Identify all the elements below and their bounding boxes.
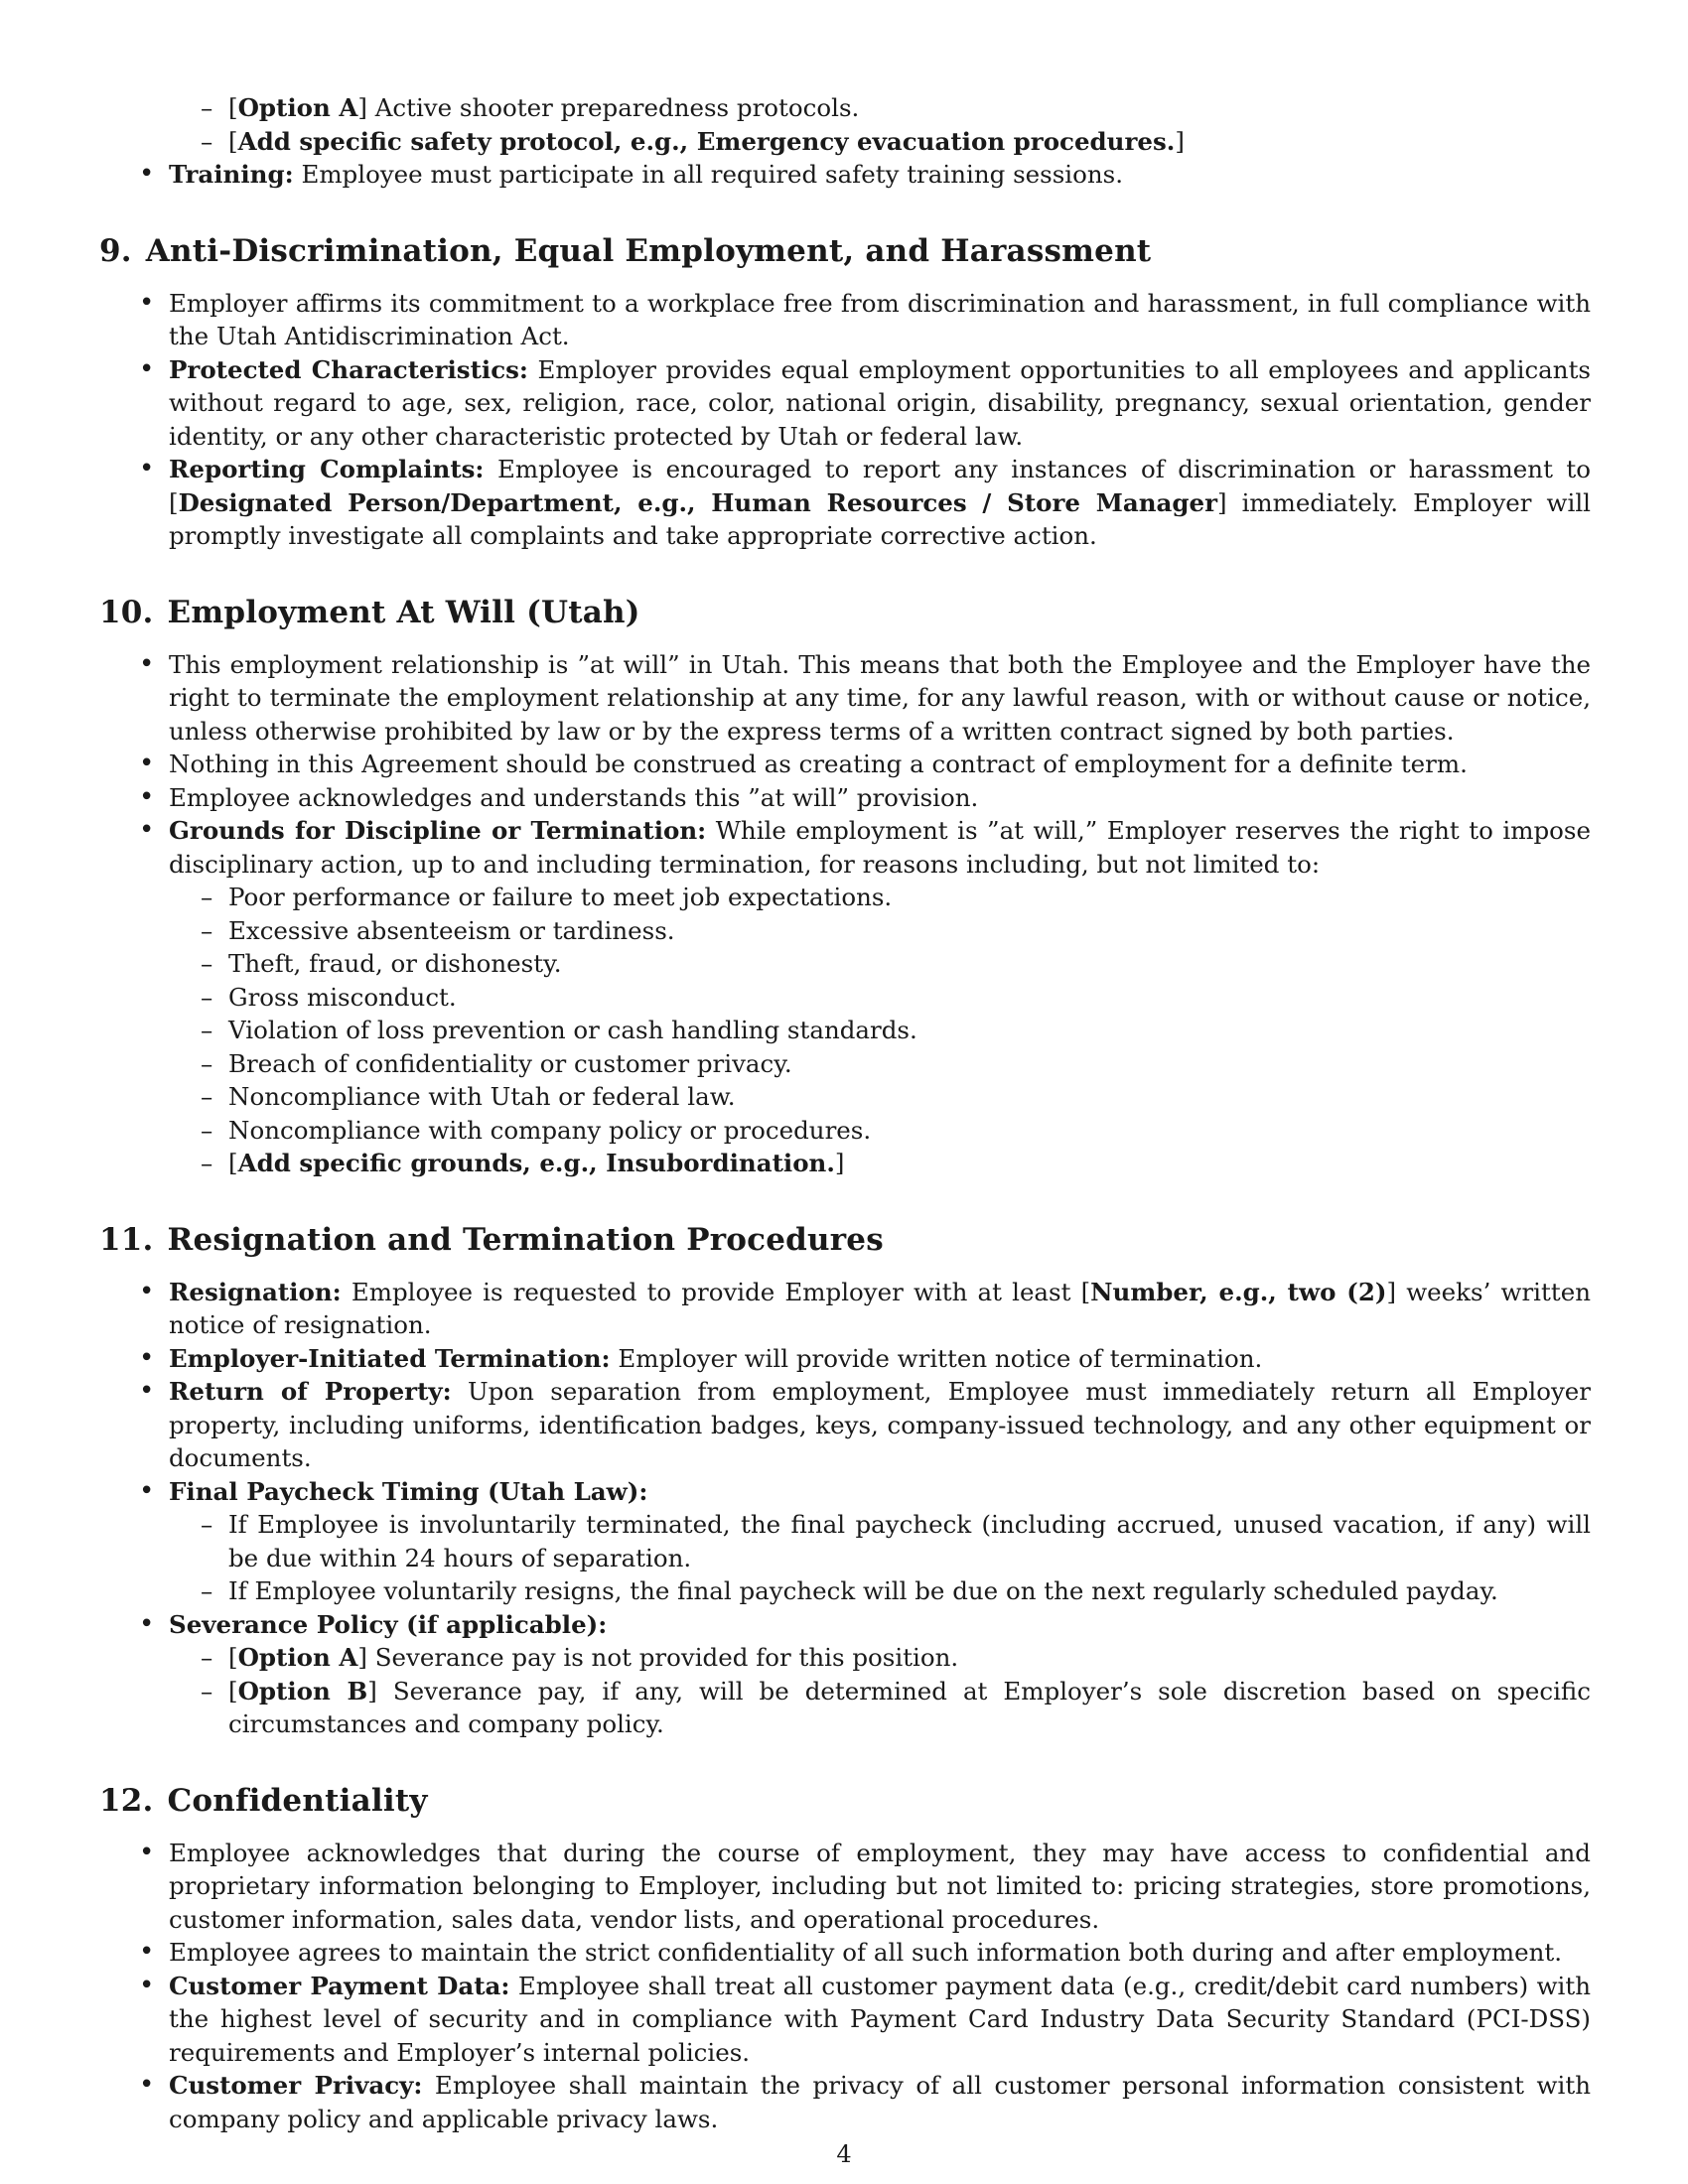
list-item: – Breach of confidentiality or customer privacy. bbox=[169, 1047, 1591, 1081]
list-item: • Final Paycheck Timing (Utah Law): – If Employee is involuntarily terminated, the final paycheck (including accrued, unused vacation, if any) will be due within 24 hours of separation. – If Employee voluntarily resigns, the final paycheck will be due on the next regularly scheduled payday. bbox=[99, 1475, 1591, 1608]
list-item: • Employer-Initiated Termination: Employer will provide written notice of termination. bbox=[99, 1342, 1591, 1376]
list-item: – Theft, fraud, or dishonesty. bbox=[169, 947, 1591, 981]
list-item: – Violation of loss prevention or cash handling standards. bbox=[169, 1014, 1591, 1047]
section-heading-11: 11. Resignation and Termination Procedures bbox=[99, 1221, 884, 1258]
list-item: – [Add specific grounds, e.g., Insubordination.] bbox=[169, 1147, 1591, 1180]
list-item: – Noncompliance with Utah or federal law. bbox=[169, 1080, 1591, 1114]
section-12-list bbox=[99, 1837, 1591, 2136]
list-item: • Employee acknowledges that during the course of employment, they may have access to confidential and proprietary information belonging to Employer, including but not limited to: pricing strategies, store promotions, customer information, sales data, vendor lists, and operational procedures. bbox=[99, 1837, 1591, 1937]
list-item: • Employee agrees to maintain the strict confidentiality of all such information both during and after employment. bbox=[99, 1936, 1591, 1970]
list-item: • Customer Privacy: Employee shall maintain the privacy of all customer personal information consistent with company policy and applicable privacy laws. bbox=[99, 2069, 1591, 2135]
section-11-list bbox=[99, 1276, 1591, 1741]
section-heading-9: 9. Anti-Discrimination, Equal Employment, and Harassment bbox=[99, 232, 1152, 269]
list-item: • Return of Property: Upon separation from employment, Employee must immediately return all Employer property, including uniforms, identification badges, keys, company-issued technology, and any other equipment or documents. bbox=[99, 1375, 1591, 1475]
list-item: – Excessive absenteeism or tardiness. bbox=[169, 914, 1591, 948]
list-item: – Gross misconduct. bbox=[169, 981, 1591, 1015]
paycheck-list bbox=[169, 1508, 1591, 1608]
section-9-list bbox=[99, 287, 1591, 553]
list-item: • Customer Payment Data: Employee shall treat all customer payment data (e.g., credit/debit card numbers) with the highest level of security and in compliance with Payment Card Industry Data Security Standard (PCI-DSS) requirements and Employer’s internal policies. bbox=[99, 1970, 1591, 2070]
list-item: • Resignation: Employee is requested to provide Employer with at least [Number, e.g., two (2)] weeks’ written notice of resignation. bbox=[99, 1276, 1591, 1342]
list-item: – Poor performance or failure to meet job expectations. bbox=[169, 881, 1591, 914]
list-item: • Protected Characteristics: Employer provides equal employment opportunities to all employees and applicants without regard to age, sex, religion, race, color, national origin, disability, pregnancy, sexual orientation, gender identity, or any other characteristic protected by Utah or federal law. bbox=[99, 353, 1591, 454]
list-item: • Employee acknowledges and understands this ”at will” provision. bbox=[99, 781, 1591, 815]
document-body bbox=[99, 91, 1591, 2135]
list-item: • Nothing in this Agreement should be construed as creating a contract of employment for a definite term. bbox=[99, 748, 1591, 781]
list-item: – If Employee is involuntarily terminated, the final paycheck (including accrued, unused vacation, if any) will be due within 24 hours of separation. bbox=[169, 1508, 1591, 1574]
carryover-sublist bbox=[169, 91, 1591, 158]
list-item: • Grounds for Discipline or Termination: While employment is ”at will,” Employer reserves the right to impose disciplinary action, up to and including termination, for reasons including, but not limited to: – Poor performance or failure to meet job expectations. – Excessive absenteeism or tardiness. – Theft, fraud, or dishonesty. – Gross misconduct. – Violation of loss prevention or cash handling standards. – Breach of confidentiality or customer privacy. – Noncompliance with Utah or federal law. – Noncompliance with company policy or procedures. – [Add specific grounds, e.g., Insubordination.] bbox=[99, 814, 1591, 1180]
grounds-list bbox=[169, 881, 1591, 1180]
list-item: • Severance Policy (if applicable): – [Option A] Severance pay is not provided for this position. – [Option B] Severance pay, if any, will be determined at Employer’s sole discretion based on specific circumstances and company policy. bbox=[99, 1608, 1591, 1741]
list-item: – [Option B] Severance pay, if any, will be determined at Employer’s sole discretion based on specific circumstances and company policy. bbox=[169, 1675, 1591, 1741]
list-item: • Reporting Complaints: Employee is encouraged to report any instances of discrimination or harassment to [Designated Person/Department, e.g., Human Resources / Store Manager] immediately. Employer will promptly investigate all complaints and take appropriate corrective action. bbox=[99, 453, 1591, 553]
list-item: • Training: Employee must participate in all required safety training sessions. bbox=[99, 158, 1591, 192]
section-heading-10: 10. Employment At Will (Utah) bbox=[99, 594, 640, 630]
list-item: – Noncompliance with company policy or procedures. bbox=[169, 1114, 1591, 1148]
page-number: 4 bbox=[836, 2140, 852, 2168]
list-item: – If Employee voluntarily resigns, the final paycheck will be due on the next regularly scheduled payday. bbox=[169, 1574, 1591, 1608]
list-item: – [Add specific safety protocol, e.g., Emergency evacuation procedures.] bbox=[169, 125, 1591, 159]
list-item: – [Option A] Active shooter preparedness protocols. bbox=[169, 91, 1591, 125]
list-item: • This employment relationship is ”at will” in Utah. This means that both the Employee and the Employer have the right to terminate the employment relationship at any time, for any lawful reason, with or without cause or notice, unless otherwise prohibited by law or by the express terms of a written contract signed by both parties. bbox=[99, 648, 1591, 749]
carryover-list bbox=[99, 158, 1591, 192]
section-10-list bbox=[99, 648, 1591, 1180]
list-item: – [Option A] Severance pay is not provided for this position. bbox=[169, 1641, 1591, 1675]
section-heading-12: 12. Confidentiality bbox=[99, 1782, 428, 1819]
list-item: • Employer affirms its commitment to a workplace free from discrimination and harassment, in full compliance with the Utah Antidiscrimination Act. bbox=[99, 287, 1591, 353]
severance-list bbox=[169, 1641, 1591, 1741]
